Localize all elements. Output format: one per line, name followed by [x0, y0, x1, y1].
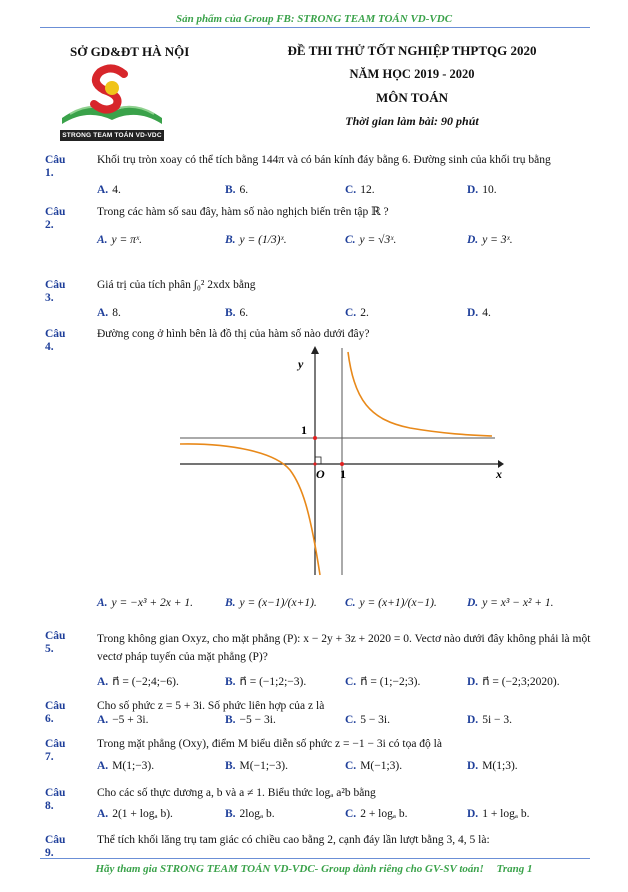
option-a[interactable]: A. M(1;−3). [97, 760, 155, 772]
question-text: Trong các hàm số sau đây, hàm số nào nghịch biến trên tập ℝ ? [97, 206, 389, 218]
option-b[interactable]: B. y = (1/3)ˣ. [225, 234, 287, 246]
logo-icon [52, 60, 172, 130]
option-a[interactable]: A. 8. [97, 307, 121, 319]
option-a[interactable]: A. n⃗ = (−2;4;−6). [97, 676, 179, 688]
footer-text: Hãy tham gia STRONG TEAM TOÁN VD-VDC- Group dành riêng cho GV-SV toán! [95, 863, 484, 875]
origin-label: O [316, 467, 325, 481]
header-divider [40, 27, 590, 28]
question-text: Trong không gian Oxyz, cho mặt phẳng (P): x − 2y + 3z + 2020 = 0. Vectơ nào dưới đây không phải là một vectơ pháp tuyến của mặt phẳng (P)? [97, 633, 591, 663]
option-a[interactable]: A. y = πˣ. [97, 234, 143, 246]
question-number: Câu 6. [45, 700, 66, 725]
x-axis-label: x [496, 467, 502, 481]
exam-time: Thời gian làm bài: 90 phút [345, 114, 479, 128]
option-c[interactable]: C. y = (x+1)/(x−1). [345, 597, 437, 609]
option-b[interactable]: B. y = (x−1)/(x+1). [225, 597, 317, 609]
function-graph [170, 340, 510, 580]
option-b[interactable]: B. 6. [225, 184, 249, 196]
question-number: Câu 9. [45, 834, 66, 859]
page-number: Trang 1 [496, 863, 533, 875]
option-d[interactable]: D. 1 + logₐ b. [467, 808, 530, 820]
y-axis-arrow [311, 346, 319, 354]
question-text: Khối trụ tròn xoay có thể tích bằng 144π và có bán kính đáy bằng 6. Đường sinh của khối trụ bằng [97, 154, 551, 166]
exam-year: NĂM HỌC 2019 - 2020 [349, 67, 475, 81]
question-number: Câu 7. [45, 738, 66, 763]
option-d[interactable]: D. n⃗ = (−2;3;2020). [467, 676, 560, 688]
y-axis-label: y [298, 357, 304, 371]
option-b[interactable]: B. −5 − 3i. [225, 714, 276, 726]
option-d[interactable]: D. y = 3ˣ. [467, 234, 513, 246]
exam-subject: MÔN TOÁN [375, 90, 449, 105]
option-b[interactable]: B. 2logₐ b. [225, 808, 275, 820]
department-name: SỞ GD&ĐT HÀ NỘI [70, 44, 190, 59]
y-intercept-point [313, 436, 317, 440]
question-number: Câu 4. [45, 328, 66, 353]
option-b[interactable]: B. M(−1;−3). [225, 760, 288, 772]
question-text: Thể tích khối lăng trụ tam giác có chiều cao bằng 2, cạnh đáy lần lượt bằng 3, 4, 5 là: [97, 834, 490, 846]
option-c[interactable]: C. M(−1;3). [345, 760, 403, 772]
x-tick-label: 1 [340, 467, 346, 481]
question-number: Câu 1. [45, 154, 66, 179]
option-c[interactable]: C. 5 − 3i. [345, 714, 390, 726]
question-text: Trong mặt phẳng (Oxy), điểm M biểu diễn số phức z = −1 − 3i có tọa độ là [97, 738, 442, 750]
curve-right-branch [348, 352, 492, 436]
option-b[interactable]: B. n⃗ = (−1;2;−3). [225, 676, 307, 688]
option-d[interactable]: D. y = x³ − x² + 1. [467, 597, 554, 609]
option-c[interactable]: C. 12. [345, 184, 375, 196]
option-c[interactable]: C. n⃗ = (1;−2;3). [345, 676, 421, 688]
question-number: Câu 8. [45, 787, 66, 812]
question-text: Giá trị của tích phân ∫₀² 2xdx bằng [97, 279, 256, 291]
option-c[interactable]: C. y = √3ˣ. [345, 234, 397, 246]
footer [0, 863, 628, 875]
question-text: Đường cong ở hình bên là đồ thị của hàm số nào dưới đây? [97, 328, 370, 340]
option-d[interactable]: D. M(1;3). [467, 760, 518, 772]
option-a[interactable]: A. y = −x³ + 2x + 1. [97, 597, 193, 609]
option-c[interactable]: C. 2 + logₐ b. [345, 808, 408, 820]
header-top-line: Sản phẩm của Group FB: STRONG TEAM TOÁN VD-VDC [175, 13, 453, 25]
question-number: Câu 5. [45, 630, 66, 655]
y-tick-label: 1 [301, 423, 307, 437]
option-a[interactable]: A. −5 + 3i. [97, 714, 149, 726]
option-a[interactable]: A. 4. [97, 184, 121, 196]
option-d[interactable]: D. 5i − 3. [467, 714, 512, 726]
option-b[interactable]: B. 6. [225, 307, 249, 319]
option-c[interactable]: C. 2. [345, 307, 369, 319]
exam-title: ĐỀ THI THỬ TỐT NGHIỆP THPTQG 2020 [287, 43, 537, 58]
logo [52, 60, 172, 144]
question-number: Câu 3. [45, 279, 66, 304]
option-d[interactable]: D. 4. [467, 307, 491, 319]
option-d[interactable]: D. 10. [467, 184, 497, 196]
question-text: Cho số phức z = 5 + 3i. Số phức liên hợp của z là [97, 700, 325, 712]
option-a[interactable]: A. 2(1 + logₐ b). [97, 808, 173, 820]
x-tick-point [340, 462, 344, 466]
question-number: Câu 2. [45, 206, 66, 231]
footer-divider [40, 858, 590, 859]
logo-band: STRONG TEAM TOÁN VD-VDC [60, 130, 164, 141]
question-text: Cho các số thực dương a, b và a ≠ 1. Biểu thức logₐ a²b bằng [97, 787, 376, 799]
